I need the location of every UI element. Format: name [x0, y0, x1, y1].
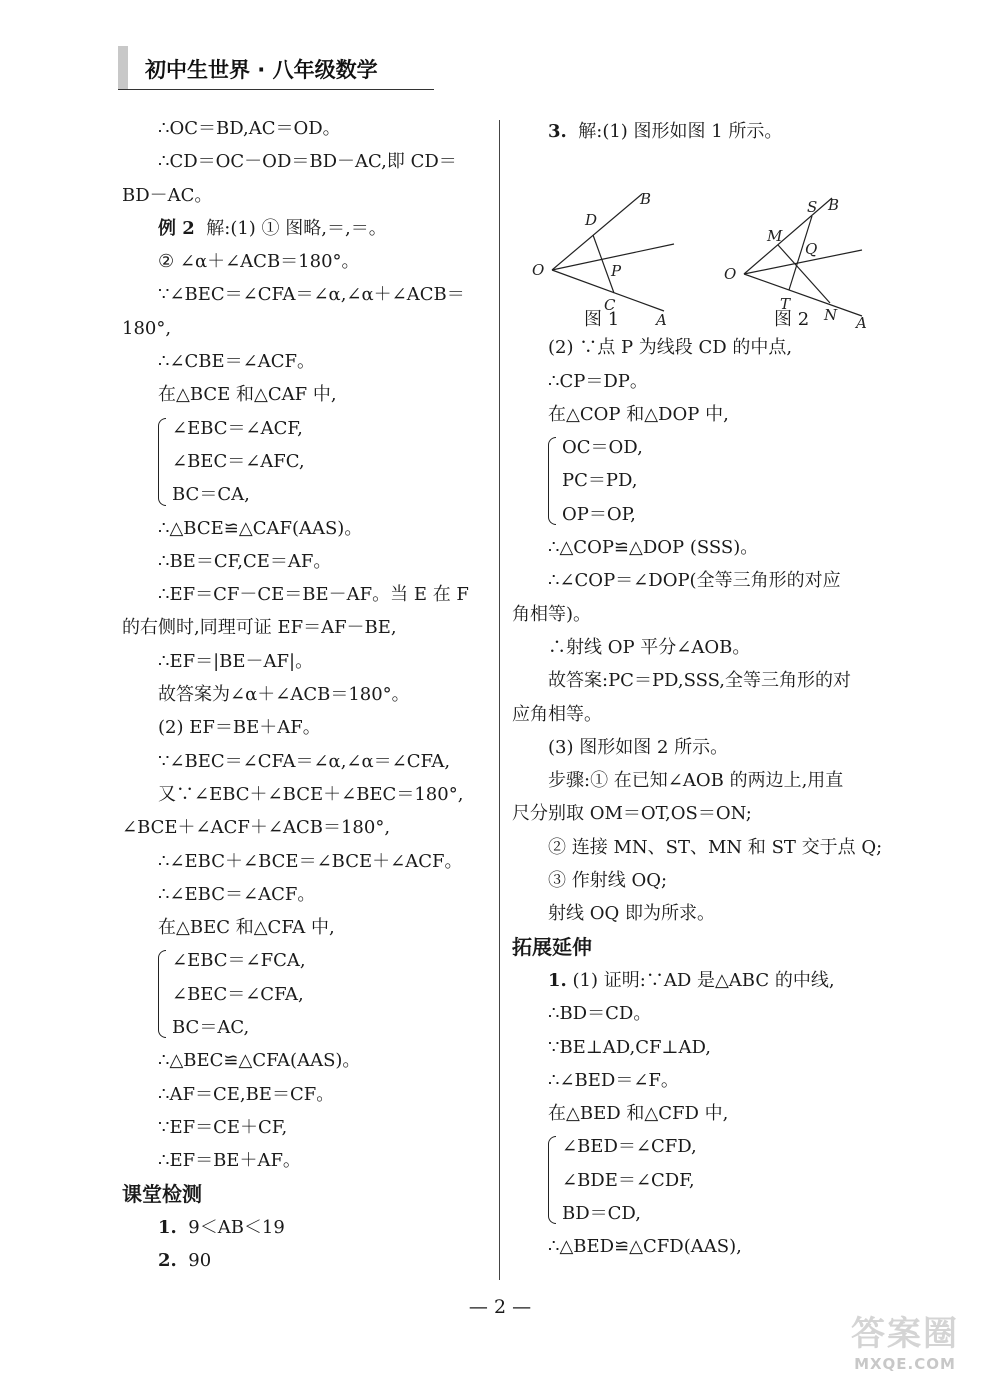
text-line: 故答案为∠α＋∠ACB＝180°。: [158, 684, 410, 706]
problem-3-line: [512, 115, 884, 148]
system-line: BC＝CA,: [172, 484, 250, 506]
answer-text: 90: [188, 1250, 212, 1272]
item-number: 1.: [158, 1216, 177, 1238]
item-number: 1.: [548, 969, 567, 991]
text-line: ∴OC＝BD,AC＝OD。: [158, 118, 341, 139]
fig2-label: B: [828, 196, 840, 215]
text-line: ∴∠EBC＝∠ACF。: [158, 883, 316, 905]
text-line: ∴CP＝DP。: [548, 370, 648, 392]
figures: [512, 148, 884, 331]
example-2-line: [122, 212, 492, 245]
equation-system: [548, 431, 884, 531]
fig2-label: Q: [805, 240, 818, 259]
text-line: ∴CD＝OC－OD＝BD－AC,即 CD＝: [158, 151, 457, 173]
system-line: OC＝OD,: [562, 437, 643, 459]
fig1-label: D: [585, 211, 598, 230]
text-line: ∴∠EBC＋∠BCE＝∠BCE＋∠ACF。: [158, 850, 463, 872]
answer-1: [122, 1211, 492, 1244]
fig2-label: T: [780, 295, 791, 314]
figure-1-caption: 图 1: [584, 309, 620, 331]
text-line: ∴BD＝CD。: [548, 1003, 652, 1025]
system-line: ∠BEC＝∠AFC,: [172, 450, 305, 472]
text-line: (1) 证明:∵AD 是△ABC 的中线,: [572, 969, 835, 991]
text-line: 步骤:① 在已知∠AOB 的两边上,用直: [548, 770, 844, 792]
system-line: OP＝OP,: [562, 503, 636, 525]
example-label: 例 2: [158, 217, 195, 239]
figure-2-caption: 图 2: [774, 309, 810, 331]
fig1-label: C: [604, 296, 616, 315]
text-line: 又∵∠EBC＋∠BCE＋∠BEC＝180°,: [158, 783, 464, 805]
system-line: BD＝CD,: [562, 1203, 641, 1225]
text-line: ∵EF＝CE＋CF,: [158, 1116, 288, 1138]
column-divider: [499, 120, 500, 1280]
text-line: ② ∠α＋∠ACB＝180°。: [158, 251, 360, 273]
left-column: [122, 112, 492, 1277]
text-line: ② 连接 MN、ST、MN 和 ST 交于点 Q;: [548, 836, 883, 858]
equation-system: [158, 412, 492, 512]
text-line: ∴∠BED＝∠F。: [548, 1069, 679, 1091]
text-line: (2) ∵点 P 为线段 CD 的中点,: [548, 337, 793, 359]
text-line: 在△BED 和△CFD 中,: [548, 1103, 729, 1125]
answer-2: [122, 1244, 492, 1277]
text-line: ∴△BED≌△CFD(AAS),: [548, 1236, 742, 1258]
fig2-label: O: [724, 265, 737, 284]
header-title: 初中生世界 · 八年级数学: [145, 58, 378, 82]
fig2-label: M: [767, 227, 783, 246]
text-line: ∵BE⊥AD,CF⊥AD,: [548, 1036, 711, 1058]
equation-system: [158, 944, 492, 1044]
text-line: ∴射线 OP 平分∠AOB。: [548, 636, 751, 658]
section-heading-class-check: 课堂检测: [122, 1181, 202, 1206]
text-line: ∴△BEC≌△CFA(AAS)。: [158, 1050, 361, 1072]
system-line: BC＝AC,: [172, 1017, 250, 1039]
text-line: ∴EF＝BE＋AF。: [158, 1150, 301, 1172]
text-line: ∴BE＝CF,CE＝AF。: [158, 550, 332, 572]
watermark: [830, 1306, 980, 1386]
text-line: 在△BCE 和△CAF 中,: [158, 384, 337, 406]
text-line: 应角相等。: [512, 703, 602, 725]
fig1-label: O: [532, 261, 545, 280]
text-line: 解:(1) 图形如图 1 所示。: [578, 121, 783, 142]
text-line: 角相等)。: [512, 603, 592, 625]
system-line: ∠BDE＝∠CDF,: [562, 1169, 695, 1191]
watermark-logo: 答案圈: [851, 1314, 959, 1354]
ray-OQ: [744, 250, 862, 274]
text-line: 射线 OQ 即为所求。: [548, 903, 715, 925]
equation-system: [548, 1130, 884, 1230]
text-line: 在△COP 和△DOP 中,: [548, 403, 729, 425]
text-line: (3) 图形如图 2 所示。: [548, 736, 729, 758]
fig1-label: B: [640, 190, 652, 209]
text-line: 解:(1) ① 图略,＝,＝。: [206, 217, 387, 239]
text-line: (2) EF＝BE＋AF。: [158, 717, 321, 739]
text-line: 的右侧时,同理可证 EF＝AF－BE,: [122, 617, 397, 639]
header-bar: [118, 46, 128, 90]
answer-text: 9＜AB＜19: [188, 1216, 285, 1238]
text-line: ∵∠BEC＝∠CFA＝∠α,∠α＋∠ACB＝: [158, 284, 465, 306]
text-line: ∠BCE＋∠ACF＋∠ACB＝180°,: [122, 817, 391, 839]
text-line: 故答案:PC＝PD,SSS,全等三角形的对: [548, 670, 852, 692]
text-line: BD－AC。: [122, 184, 213, 206]
fig2-label: S: [807, 198, 818, 217]
text-line: ∴∠COP＝∠DOP(全等三角形的对应: [548, 570, 841, 592]
fig1-label: A: [656, 311, 667, 330]
system-line: ∠EBC＝∠FCA,: [172, 950, 306, 972]
system-line: ∠EBC＝∠ACF,: [172, 417, 303, 439]
header-rule: [118, 89, 434, 90]
text-line: ∴EF＝CF－CE＝BE－AF。当 E 在 F: [158, 584, 469, 606]
text-line: ∴∠CBE＝∠ACF。: [158, 351, 316, 373]
text-line: 180°,: [122, 317, 172, 339]
watermark-url: MXQE.COM: [854, 1355, 956, 1373]
section-heading-extension: 拓展延伸: [512, 934, 592, 959]
ray-OB: [552, 194, 642, 270]
text-line: 在△BEC 和△CFA 中,: [158, 917, 335, 939]
system-line: PC＝PD,: [562, 470, 638, 492]
system-line: ∠BED＝∠CFD,: [562, 1136, 697, 1158]
ray-OB: [744, 198, 832, 274]
item-number: 3.: [548, 121, 567, 142]
text-line: ∴AF＝CE,BE＝CF。: [158, 1083, 335, 1105]
extension-1-line: [512, 964, 884, 997]
item-number: 2.: [158, 1250, 177, 1272]
text-line: ∵∠BEC＝∠CFA＝∠α,∠α＝∠CFA,: [158, 750, 451, 772]
text-line: ③ 作射线 OQ;: [548, 870, 668, 892]
right-column: [512, 115, 884, 1264]
page-number: — 2 —: [468, 1296, 532, 1318]
fig1-label: P: [611, 262, 622, 281]
geometry-figures: [522, 154, 874, 330]
text-line: ∴△COP≌△DOP (SSS)。: [548, 537, 759, 559]
text-line: ∴△BCE≌△CAF(AAS)。: [158, 517, 363, 539]
fig2-label: N: [824, 306, 838, 325]
system-line: ∠BEC＝∠CFA,: [172, 983, 304, 1005]
fig2-label: A: [856, 314, 867, 331]
text-line: ∴EF＝|BE－AF|。: [158, 650, 314, 672]
text-line: 尺分别取 OM＝OT,OS＝ON;: [512, 803, 752, 825]
